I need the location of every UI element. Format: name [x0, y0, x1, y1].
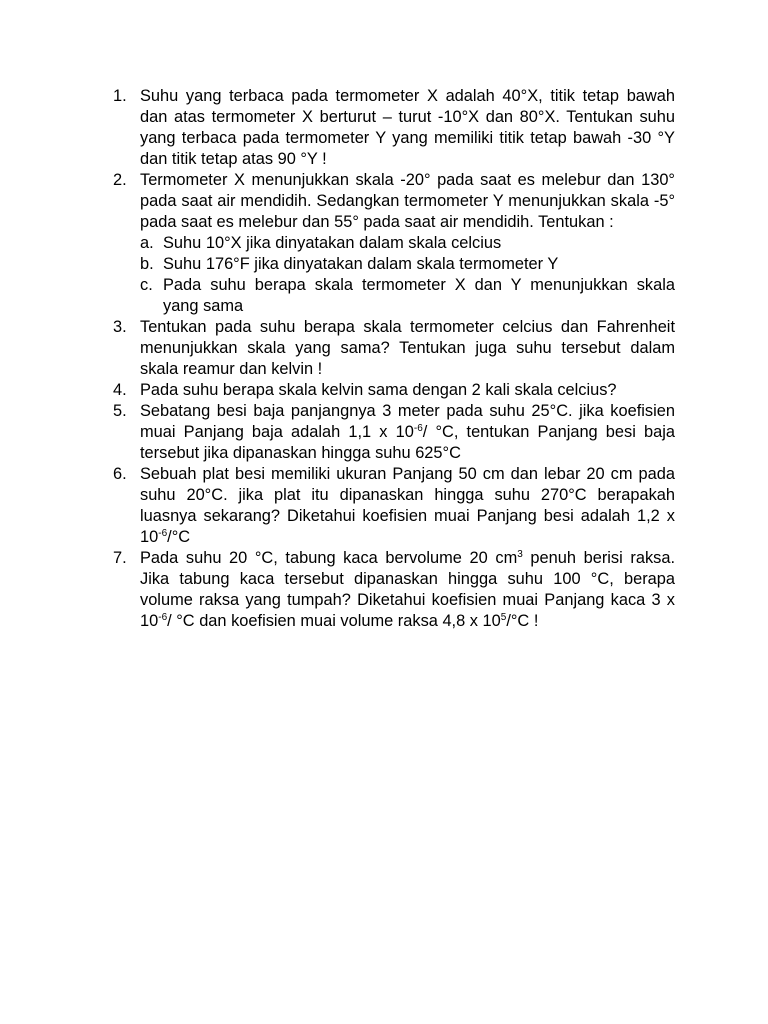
question-text: Pada suhu berapa skala kelvin sama dengan 2 kali skala celcius? [140, 381, 617, 399]
question-number: 4. [113, 381, 127, 399]
question-text [140, 548, 675, 632]
question-4 [113, 380, 675, 401]
question-number: 2. [113, 171, 127, 189]
question-text-part: / °C, tentukan Panjang besi baja tersebut jika dipanaskan hingga suhu 625°C [140, 423, 675, 462]
exponent: -6 [413, 423, 423, 434]
sub-question-text: Suhu 10°X jika dinyatakan dalam skala celcius [163, 234, 502, 252]
question-number: 5. [113, 402, 127, 420]
question-text-part: Pada suhu 20 °C, tabung kaca bervolume 20 cm [140, 549, 518, 567]
question-7 [113, 548, 675, 632]
question-text-part: /°C ! [506, 612, 539, 630]
exponent: -6 [158, 528, 168, 539]
question-text-part: /°C [167, 528, 191, 546]
question-text: Suhu yang terbaca pada termometer X adalah 40°X, titik tetap bawah dan atas termometer X berturut – turut -10°X dan 80°X. Tentukan suhu yang terbaca pada termometer Y yang memiliki titik tetap bawah -30 °Y dan titik tetap atas 90 °Y ! [140, 87, 675, 168]
question-text [140, 464, 675, 548]
question-text-part: Sebuah plat besi memiliki ukuran Panjang 50 cm dan lebar 20 cm pada suhu 20°C. jika plat itu dipanaskan hingga suhu 270°C berapakah luasnya sekarang? Diketahui koefisien muai Panjang besi adalah 1,2 x 10 [140, 465, 675, 546]
exponent: -6 [158, 612, 168, 623]
question-text-part: penuh berisi raksa. Jika tabung kaca tersebut dipanaskan hingga suhu 100 °C, berapa volume raksa yang tumpah? Diketahui koefisien muai Panjang kaca 3 x 10 [140, 549, 676, 630]
question-2 [113, 170, 675, 317]
sub-question-text: Pada suhu berapa skala termometer X dan Y menunjukkan skala yang sama [163, 276, 675, 315]
question-3 [113, 317, 675, 380]
exponent: 3 [517, 549, 523, 560]
sub-question-label: a. [140, 234, 154, 252]
sub-question-a [140, 233, 675, 254]
sub-question-c [140, 275, 675, 317]
question-text-part: / °C dan koefisien muai volume raksa 4,8 x 10 [167, 612, 501, 630]
question-number: 1. [113, 87, 127, 105]
question-number: 6. [113, 465, 127, 483]
question-text: Termometer X menunjukkan skala -20° pada saat es melebur dan 130° pada saat air mendidih. Sedangkan termometer Y menunjukkan skala -5° pada saat es melebur dan 55° pada saat air mendidih. Tentukan : [140, 171, 675, 231]
question-6 [113, 464, 675, 548]
question-1 [113, 86, 675, 170]
sub-question-label: b. [140, 255, 154, 273]
question-list [113, 86, 675, 632]
sub-question-b [140, 254, 675, 275]
sub-question-list [140, 233, 675, 317]
sub-question-label: c. [140, 276, 153, 294]
sub-question-text: Suhu 176°F jika dinyatakan dalam skala termometer Y [163, 255, 559, 273]
question-number: 3. [113, 318, 127, 336]
question-5 [113, 401, 675, 464]
question-text [140, 401, 675, 464]
question-number: 7. [113, 549, 127, 567]
exponent: 5 [500, 612, 507, 623]
question-text-part: Sebatang besi baja panjangnya 3 meter pada suhu 25°C. jika koefisien muai Panjang baja adalah 1,1 x 10 [140, 402, 675, 441]
question-text: Tentukan pada suhu berapa skala termometer celcius dan Fahrenheit menunjukkan skala yang sama? Tentukan juga suhu tersebut dalam skala reamur dan kelvin ! [140, 318, 675, 378]
